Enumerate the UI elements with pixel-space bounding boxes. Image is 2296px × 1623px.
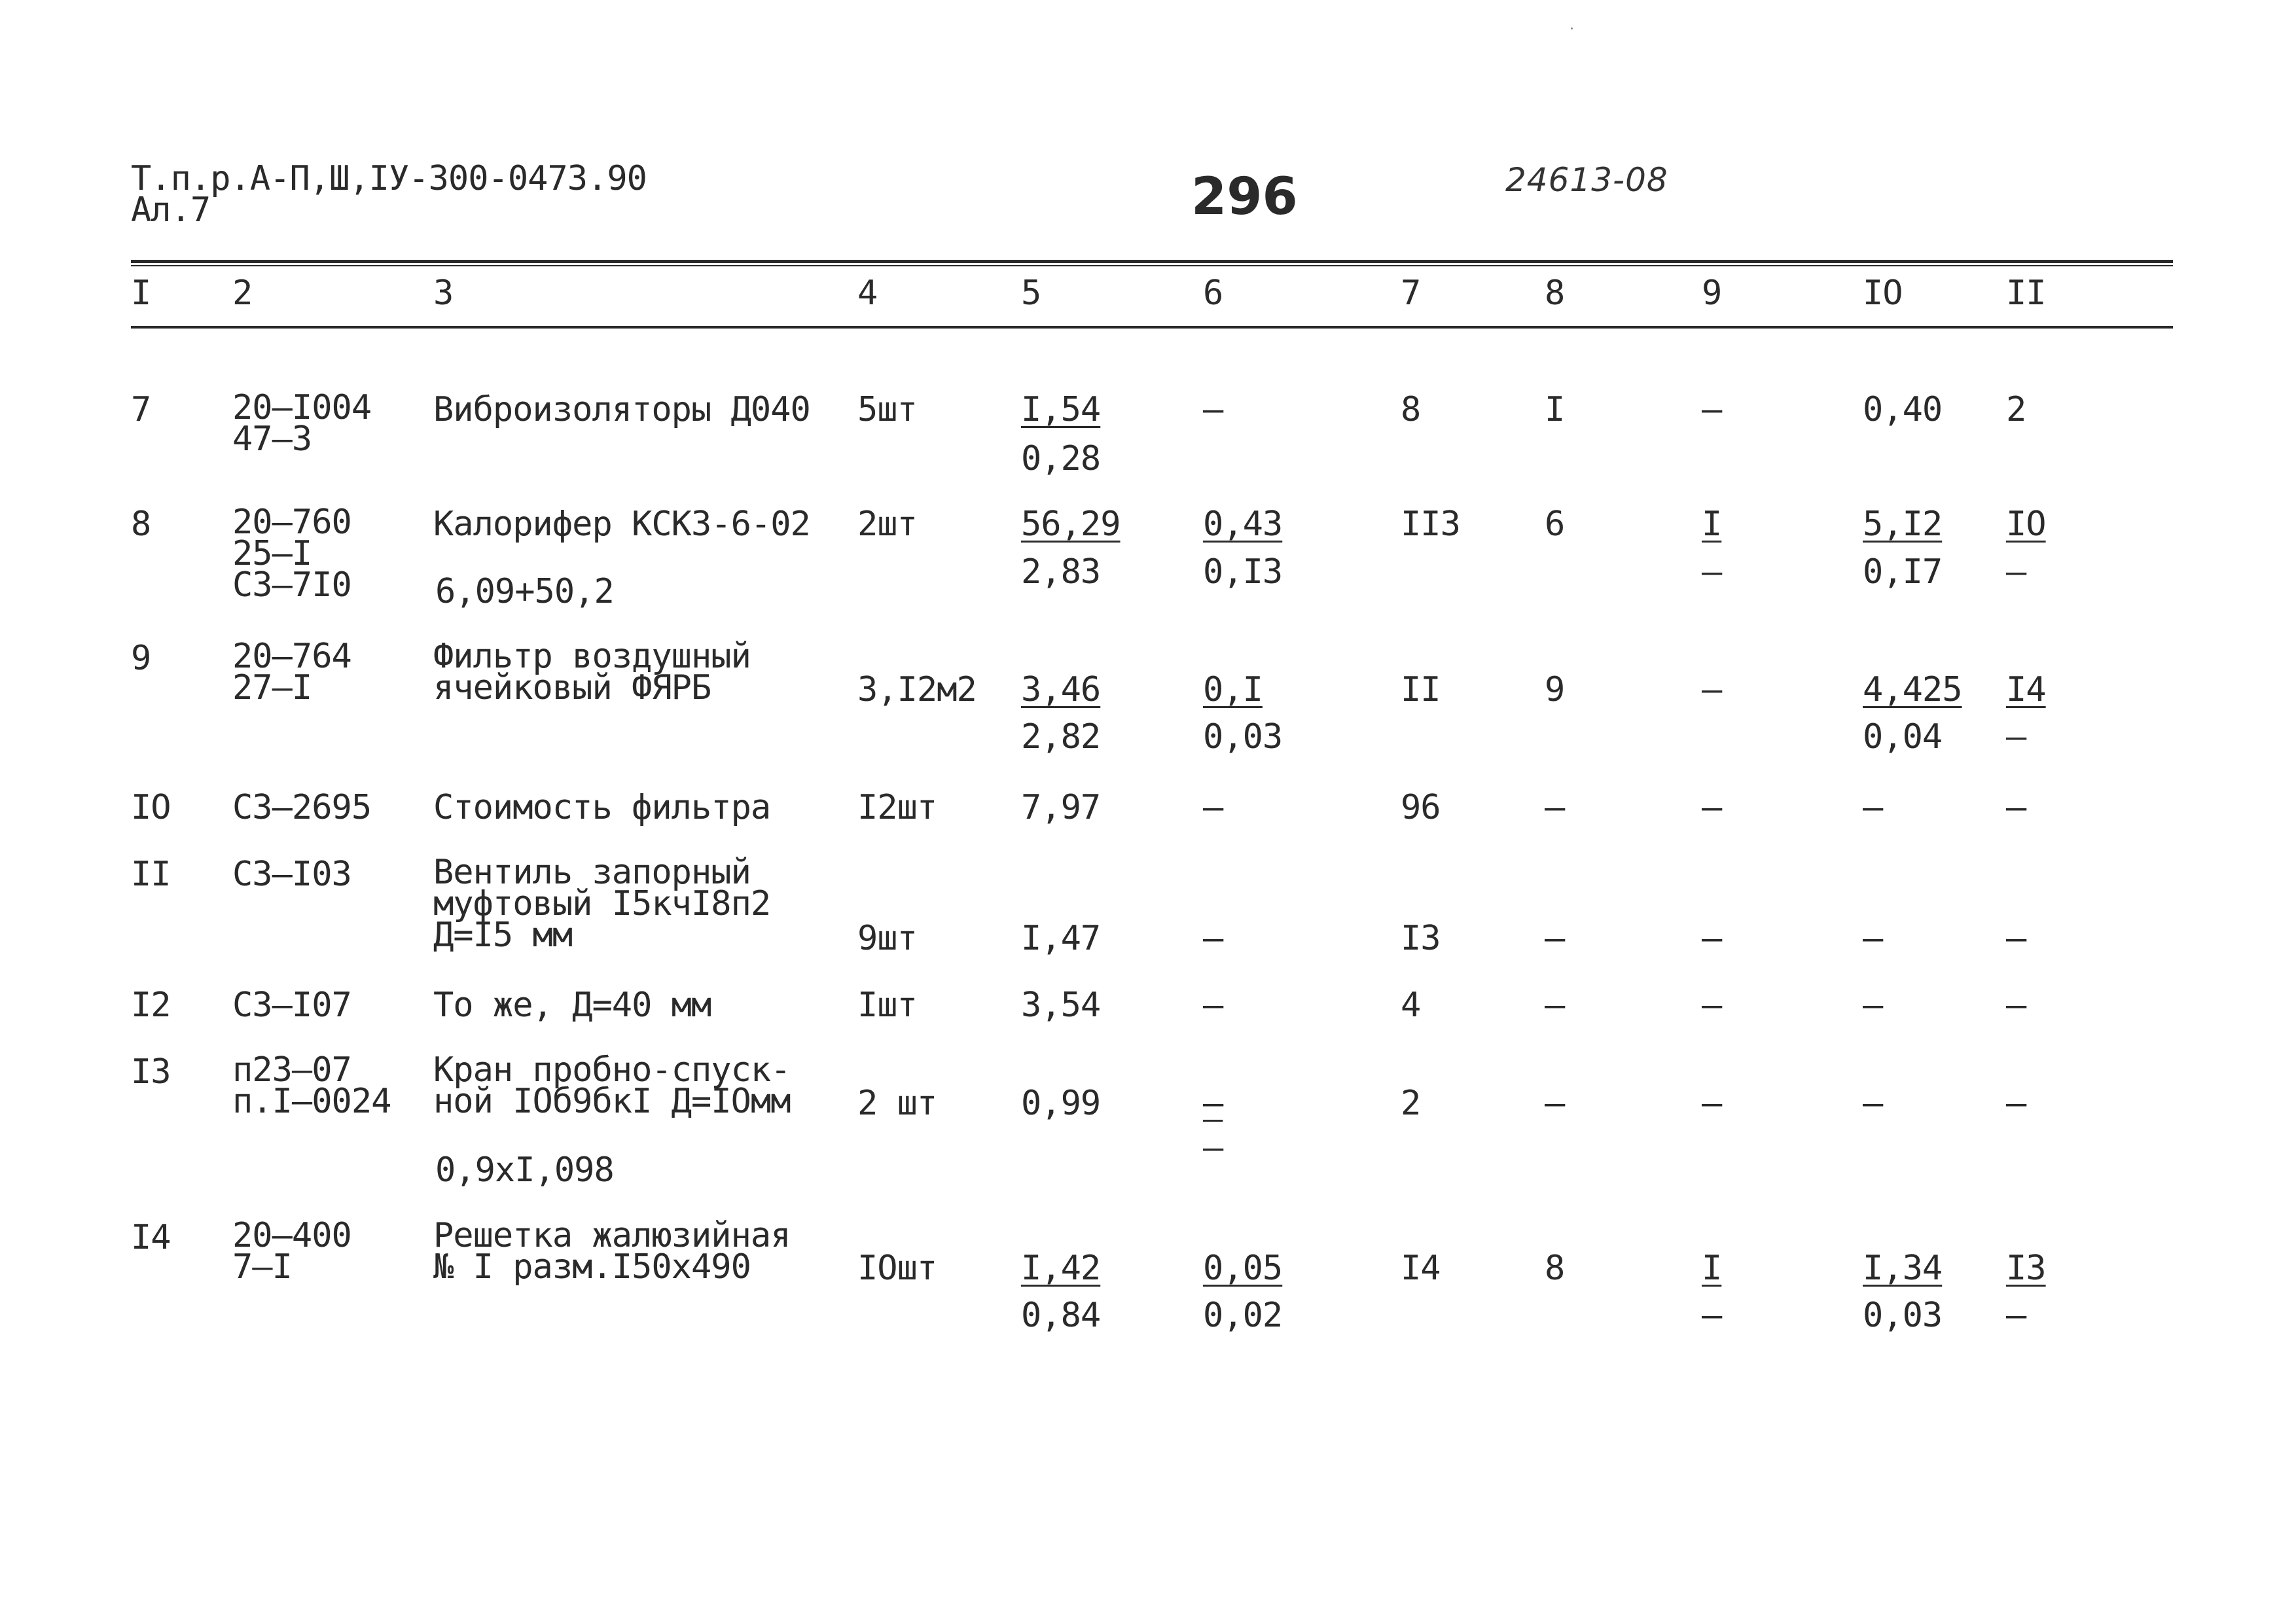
col11-bottom: –: [2006, 717, 2026, 757]
col10-top: 4,425: [1863, 670, 1962, 709]
col9-bottom: –: [1702, 552, 1722, 592]
col10-top: 5,I2: [1863, 505, 1943, 544]
col7-value: 8: [1401, 390, 1421, 429]
col5-top: 3,46: [1021, 670, 1101, 709]
col6-top: 0,43: [1203, 505, 1283, 544]
col11-value: 2: [2006, 390, 2026, 429]
col11-top: IO: [2006, 505, 2046, 544]
rate-code: С3–I07: [232, 986, 351, 1025]
row-number: I3: [131, 1052, 171, 1092]
col6-value: –: [1203, 986, 1223, 1025]
col10-value: –: [1863, 788, 1883, 827]
col5-value: 7,97: [1021, 788, 1101, 827]
item-formula: 6,09+50,2: [435, 572, 614, 611]
rate-code: С3–2695: [232, 788, 372, 827]
column-header-10: IO: [1863, 274, 1903, 313]
col9-value: –: [1702, 788, 1722, 827]
col11-value: –: [2006, 986, 2026, 1025]
column-header-6: 6: [1203, 274, 1223, 313]
page-number: 296: [1191, 168, 1298, 226]
scan-speck: [1571, 27, 1573, 29]
row-number: 7: [131, 390, 151, 429]
header-top-rule: [131, 260, 2173, 263]
item-name: Вентиль запорный муфтовый I5кчI8п2 Д=I5 мм: [433, 853, 771, 955]
col11-top: I4: [2006, 670, 2046, 709]
col6-bottom: 0,02: [1203, 1296, 1283, 1335]
column-header-3: 3: [433, 274, 454, 313]
col6-top: 0,I: [1203, 670, 1263, 709]
col10-value: –: [1863, 1084, 1883, 1123]
item-formula: 0,9хI,098: [435, 1150, 614, 1190]
row-number: 8: [131, 505, 151, 544]
col9-value: –: [1702, 986, 1722, 1025]
col6-bottom: 0,03: [1203, 717, 1283, 757]
col6-value: –: [1203, 788, 1223, 827]
col10-bottom: 0,I7: [1863, 552, 1943, 592]
col10-value: –: [1863, 986, 1883, 1025]
col9-top: I: [1702, 505, 1722, 544]
item-name: Стоимость фильтра: [433, 788, 771, 827]
col7-value: I3: [1401, 919, 1441, 958]
item-name: Решетка жалюзийная № I разм.I50х490: [433, 1216, 791, 1287]
col11-bottom: –: [2006, 1296, 2026, 1335]
col5-top: I,54: [1021, 390, 1101, 429]
column-header-9: 9: [1702, 274, 1722, 313]
col9-value: –: [1702, 670, 1722, 709]
handwritten-number: 24613-08: [1505, 161, 1668, 199]
col8-value: 8: [1545, 1249, 1565, 1288]
col8-value: –: [1545, 1084, 1565, 1123]
col9-value: –: [1702, 1084, 1722, 1123]
col5-value: 3,54: [1021, 986, 1101, 1025]
col8-value: –: [1545, 986, 1565, 1025]
column-header-11: II: [2006, 274, 2046, 313]
rate-code: 20–760 25–I С3–7I0: [232, 503, 351, 605]
row-number: IO: [131, 788, 171, 827]
col5-bottom: 0,28: [1021, 439, 1101, 478]
quantity: IOшт: [857, 1249, 937, 1288]
col8-value: 9: [1545, 670, 1565, 709]
column-header-8: 8: [1545, 274, 1565, 313]
col11-value: –: [2006, 788, 2026, 827]
column-header-2: 2: [232, 274, 253, 313]
column-header-7: 7: [1401, 274, 1421, 313]
col6-bottom: –: [1203, 1128, 1223, 1168]
rate-code: п23–07 п.I–0024: [232, 1050, 391, 1121]
col7-value: 4: [1401, 986, 1421, 1025]
col6-value: –: [1203, 919, 1223, 958]
row-number: I4: [131, 1218, 171, 1257]
col10-top: I,34: [1863, 1249, 1943, 1288]
col10-value: 0,40: [1863, 390, 1943, 429]
col7-value: 96: [1401, 788, 1441, 827]
quantity: 5шт: [857, 390, 917, 429]
col5-bottom: 0,84: [1021, 1296, 1101, 1335]
col9-bottom: –: [1702, 1296, 1722, 1335]
col9-top: I: [1702, 1249, 1722, 1288]
col11-top: I3: [2006, 1249, 2046, 1288]
document-code-line-1: Т.п.р.А-П,Ш,IУ-300-0473.90: [131, 159, 647, 198]
document-code-line-2: Ал.7: [131, 190, 211, 230]
col9-value: –: [1702, 390, 1722, 429]
col7-value: I4: [1401, 1249, 1441, 1288]
rate-code: 20–400 7–I: [232, 1216, 351, 1287]
item-name: Калорифер КСКЗ-6-02: [433, 505, 810, 544]
col8-value: I: [1545, 390, 1565, 429]
item-name: То же, Д=40 мм: [433, 986, 711, 1025]
quantity: 9шт: [857, 919, 917, 958]
col5-bottom: 2,83: [1021, 552, 1101, 592]
col7-value: 2: [1401, 1084, 1421, 1123]
quantity: I2шт: [857, 788, 937, 827]
item-name: Виброизоляторы Д040: [433, 390, 810, 429]
quantity: 2шт: [857, 505, 917, 544]
rate-code: 20–764 27–I: [232, 637, 351, 707]
col11-value: –: [2006, 1084, 2026, 1123]
column-header-1: I: [131, 274, 151, 313]
row-number: 9: [131, 639, 151, 678]
col8-value: 6: [1545, 505, 1565, 544]
row-number: I2: [131, 986, 171, 1025]
col10-bottom: 0,04: [1863, 717, 1943, 757]
header-bottom-rule: [131, 326, 2173, 329]
header-top-rule-thin: [131, 265, 2173, 266]
col6-value: –: [1203, 390, 1223, 429]
col6-top: –: [1203, 1084, 1223, 1123]
row-number: II: [131, 855, 171, 894]
col5-value: 0,99: [1021, 1084, 1101, 1123]
col5-bottom: 2,82: [1021, 717, 1101, 757]
rate-code: С3–I03: [232, 855, 351, 894]
rate-code: 20–I004 47–3: [232, 388, 372, 459]
col6-bottom: 0,I3: [1203, 552, 1283, 592]
col6-top: 0,05: [1203, 1249, 1283, 1288]
quantity: Iшт: [857, 986, 917, 1025]
col9-value: –: [1702, 919, 1722, 958]
col11-value: –: [2006, 919, 2026, 958]
quantity: 2 шт: [857, 1084, 937, 1123]
col5-top: I,42: [1021, 1249, 1101, 1288]
col8-value: –: [1545, 919, 1565, 958]
col5-value: I,47: [1021, 919, 1101, 958]
col7-value: II3: [1401, 505, 1460, 544]
col8-value: –: [1545, 788, 1565, 827]
col7-value: II: [1401, 670, 1441, 709]
column-header-5: 5: [1021, 274, 1041, 313]
col10-bottom: 0,03: [1863, 1296, 1943, 1335]
col10-value: –: [1863, 919, 1883, 958]
quantity: 3,I2м2: [857, 670, 977, 709]
col5-top: 56,29: [1021, 505, 1121, 544]
item-name: Кран пробно-спуск- ной IOб9бкI Д=IOмм: [433, 1050, 791, 1121]
col11-bottom: –: [2006, 552, 2026, 592]
item-name: Фильтр воздушный ячейковый ФЯРБ: [433, 637, 751, 707]
document-code: [131, 159, 647, 230]
column-header-4: 4: [857, 274, 878, 313]
